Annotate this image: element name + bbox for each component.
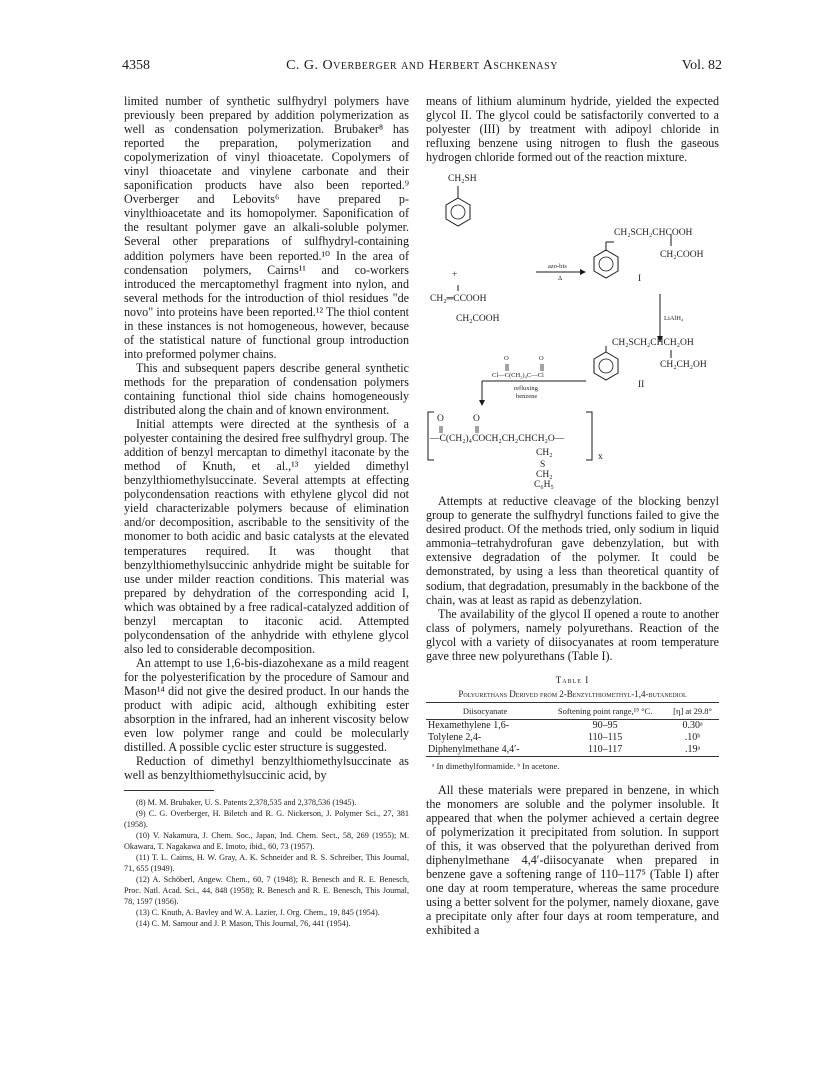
polymer-side-s: S	[540, 460, 546, 471]
adipoyl-carbonyl-o: O	[539, 355, 544, 363]
left-column	[124, 94, 409, 929]
footnote: (14) C. M. Samour and J. P. Mason, This Journal, 76, 441 (1954).	[136, 919, 351, 929]
table-row	[426, 744, 719, 757]
paragraph: Attempts at reductive cleavage of the blocking benzyl group to generate the sulfhydryl functions failed to give the desired product. Of the methods tried, only sodium in liquid ammonia–tetrahydrofuran gave debenzylation, but with extensive degradation of the polymer. It could be demonstrated, by using a less than theoretical quantity of sodium, that degradation, presumably in the backbone of the chain, was at least as rapid as debenzylation.	[426, 494, 719, 607]
polymer-side-ch2b: CH₂	[536, 470, 553, 481]
acid-I-top: CH₂SCH₂CHCOOH	[614, 228, 693, 239]
arrow-reagent-bottom: Δ	[558, 275, 563, 283]
table-header: Diisocyanate	[426, 702, 544, 719]
paragraph: Initial attempts were directed at the synthesis of a polyester containing the desired free sulfhydryl group. The addition of benzyl mercaptan to dimethyl itaconate by the method of Knuth, et al.,¹³ yielded dimethyl benzylthiomethylsuccinate. Several attempts at effecting polycondensation reactions with ethylene glycol did not yield characterizable polymers because of elimination and/or decomposition, ascribable to the sensitivity of the monomer to both acidic and basic catalysts at the elevated temperatures required. It was thought that benzylthiomethylsuccinic anhydride might be suitable for use under milder reaction conditions. This material was prepared by dehydration of the corresponding acid I, which was obtained by a free radical-catalyzed addition of benzyl mercaptan to itaconic acid. Attempted polycondensation of the anhydride with ethylene glycol also led to considerable decomposition.	[124, 417, 409, 656]
paragraph: An attempt to use 1,6-bis-diazohexane as a mild reagent for the polyesterification by the procedure of Samour and Mason¹⁴ did not give the desired product. In our hands the product with adipic acid, although exhibiting ester absorption in the infrared, had an inherent viscosity below even low polymer range and could be molecularly distilled. A possible cyclic ester structure is suggested.	[124, 655, 409, 755]
footnote: (11) T. L. Cairns, H. W. Gray, A. K. Schneider and R. S. Schreiber, This Journal, 71, 655 (1949).	[124, 853, 409, 874]
right-column	[426, 94, 719, 937]
polyurethan-table	[426, 702, 719, 757]
table-title: Table I	[555, 674, 590, 685]
footnote: (8) M. M. Brubaker, U. S. Patents 2,378,535 and 2,378,536 (1945).	[136, 798, 357, 808]
polymer-side-phenyl: C₆H₅	[534, 480, 554, 491]
table-row	[426, 732, 719, 744]
benzene-ring-icon	[446, 198, 470, 226]
table-footnote: ᵃ In dimethylformamide. ᵇ In acetone.	[432, 760, 560, 771]
polymer-side-ch2: CH₂	[536, 448, 553, 459]
running-title: C. G. Overberger and Herbert Aschkenasy	[286, 58, 558, 73]
polymer-carbonyl-o: O	[473, 414, 480, 425]
plus-sign: +	[452, 270, 458, 281]
reaction-scheme	[426, 170, 719, 470]
table-header: Softening point range,¹⁵ °C.	[544, 702, 666, 719]
aromatic-circle-icon	[451, 205, 465, 219]
footnote: (12) A. Schöberl, Angew. Chem., 60, 7 (1948); R. Benesch and R. E. Benesch, Proc. Natl. Acad. Sci., 44, 848 (1958); R. Benesch and R. E. Benesch, This Journal, 78, 1597 (1956).	[124, 875, 409, 907]
table-cell: Hexamethylene 1,6-	[428, 719, 510, 731]
reagent-LiAlH4: LiAlH₄	[664, 315, 684, 323]
bracket-right-icon	[586, 412, 592, 460]
table-cell: .19ᵃ	[666, 744, 719, 757]
footnote: (9) C. G. Overberger, H. Biletch and R. G. Nickerson, J. Polymer Sci., 27, 381 (1958).	[124, 809, 409, 830]
paragraph: Reduction of dimethyl benzylthiomethylsuccinate as well as benzylthiomethylsuccinic acid, by	[124, 754, 409, 783]
acid-I-bottom: CH₂COOH	[660, 250, 704, 261]
polymer-backbone: —C(CH₂)₄COCH₂CH₂CHCH₂O—	[430, 434, 565, 445]
paragraph: This and subsequent papers describe general synthetic methods for the preparation of condensation polymers containing functional thiol side chains homogeneously distributed along the chain and of known environment.	[124, 360, 409, 418]
benzyl-mercaptan-label: CH₂SH	[448, 174, 477, 185]
table-cell: Tolylene 2,4-	[428, 731, 482, 743]
table-cell: .10ᵇ	[684, 731, 701, 743]
aromatic-circle-icon	[599, 257, 613, 271]
table-cell: 110–115	[588, 731, 623, 743]
table-cell: Diphenylmethane 4,4′-	[426, 744, 544, 757]
footnote: (10) V. Nakamura, J. Chem. Soc., Japan, Ind. Chem. Sect., 58, 269 (1955); M. Okawara, T. Nagakawa and E. Imoto, ibid., 60, 73 (1957).	[124, 831, 409, 852]
footnotes	[124, 797, 409, 929]
condition-benzene: benzene	[516, 393, 538, 401]
arrow-head-icon	[479, 400, 485, 406]
compound-label-I: I	[638, 274, 642, 285]
itaconic-acid-top: CH₂═CCOOH	[430, 294, 487, 305]
arrow-head-icon	[580, 269, 586, 275]
polymer-repeat-x: x	[598, 452, 603, 463]
paragraph: All these materials were prepared in benzene, in which the monomers are soluble and the polymer insoluble. It appeared that when the polymer achieved a certain degree of polymerization it precipitated from solution. In support of this, it was observed that the polyurethan derived from diphenylmethane 4,4′-diisocyanate when prepared in benzene gave a softening range of 110–117⁵ (Table I) after one day at room temperature, whereas the same procedure using a better solvent for the polymer, namely dioxane, gave a precipitate only after four days at room temperature, and exhibited a	[426, 782, 719, 938]
table-header: [η] at 29.8°	[666, 702, 719, 719]
footnote: (13) C. Knuth, A. Bavley and W. A. Lazier, J. Org. Chem., 19, 845 (1954).	[136, 908, 380, 918]
table-caption: Polyurethans Derived from 2-Benzylthiomethyl-1,4-butanediol	[458, 688, 687, 699]
page-number: 4358	[122, 58, 150, 73]
table-cell: 0.30ᵃ	[682, 719, 703, 731]
adipoyl-chloride-label: Cl—C(CH₂)₄C—Cl	[492, 372, 544, 380]
benzene-ring-icon	[594, 250, 618, 278]
aromatic-circle-icon	[599, 359, 613, 373]
table-cell: 90–95	[592, 719, 618, 731]
table-row	[426, 719, 719, 732]
paragraph: limited number of synthetic sulfhydryl polymers have previously been prepared by addition polymerization as well as condensation polymerization. Brubaker⁸ has reported the preparation, polymerization and copolymerization of vinyl thioacetate. Copolymers of vinyl thioacetate and vinylene carbonate and their saponification products have also been reported.⁹ Overberger and Lebovits⁶ have prepared p-vinylthioacetate and its homopolymer. Saponification of the resultant polymer gave an alkali-soluble polymer. Several other preparations of sulfhydryl-containing addition polymers have been reported.¹⁰ In the area of condensation polymers, Cairns¹¹ and co-workers introduced the mercaptomethyl fragment into nylon, and several methods for the introduction of thiol residues "de novo" into proteins have been reported.¹² The thiol content in these instances is not homogeneous, however, because of the statistical nature of functional group introduction into preformed polymer chains.	[124, 94, 409, 361]
paragraph: The availability of the glycol II opened a route to another class of polymers, namely polyurethans. Reaction of the glycol with a variety of diisocyanates at room temperature gave three new polyurethans (Table I).	[426, 606, 719, 663]
itaconic-acid-bottom: CH₂COOH	[456, 314, 500, 325]
glycol-II-top: CH₂SCH₂CHCH₂OH	[612, 338, 694, 349]
footnote-rule	[124, 790, 214, 791]
polymer-carbonyl-o: O	[437, 414, 444, 425]
benzene-ring-icon	[594, 352, 618, 380]
table-cell: 110–117	[544, 744, 666, 757]
compound-label-II: II	[638, 380, 645, 391]
volume-label: Vol. 82	[681, 58, 722, 73]
running-header	[122, 58, 722, 80]
glycol-II-bottom: CH₂CH₂OH	[660, 360, 707, 371]
condition-refluxing: refluxing	[514, 385, 538, 393]
arrow-reagent-top: azo-bis	[548, 263, 567, 271]
adipoyl-carbonyl-o: O	[504, 355, 509, 363]
paragraph: means of lithium aluminum hydride, yielded the expected glycol II. The glycol could be satisfactorily converted to a polyester (III) by treatment with adipoyl chloride in refluxing benzene using nitrogen to flush the gaseous hydrogen chloride formed out of the reaction mixture.	[426, 94, 719, 165]
